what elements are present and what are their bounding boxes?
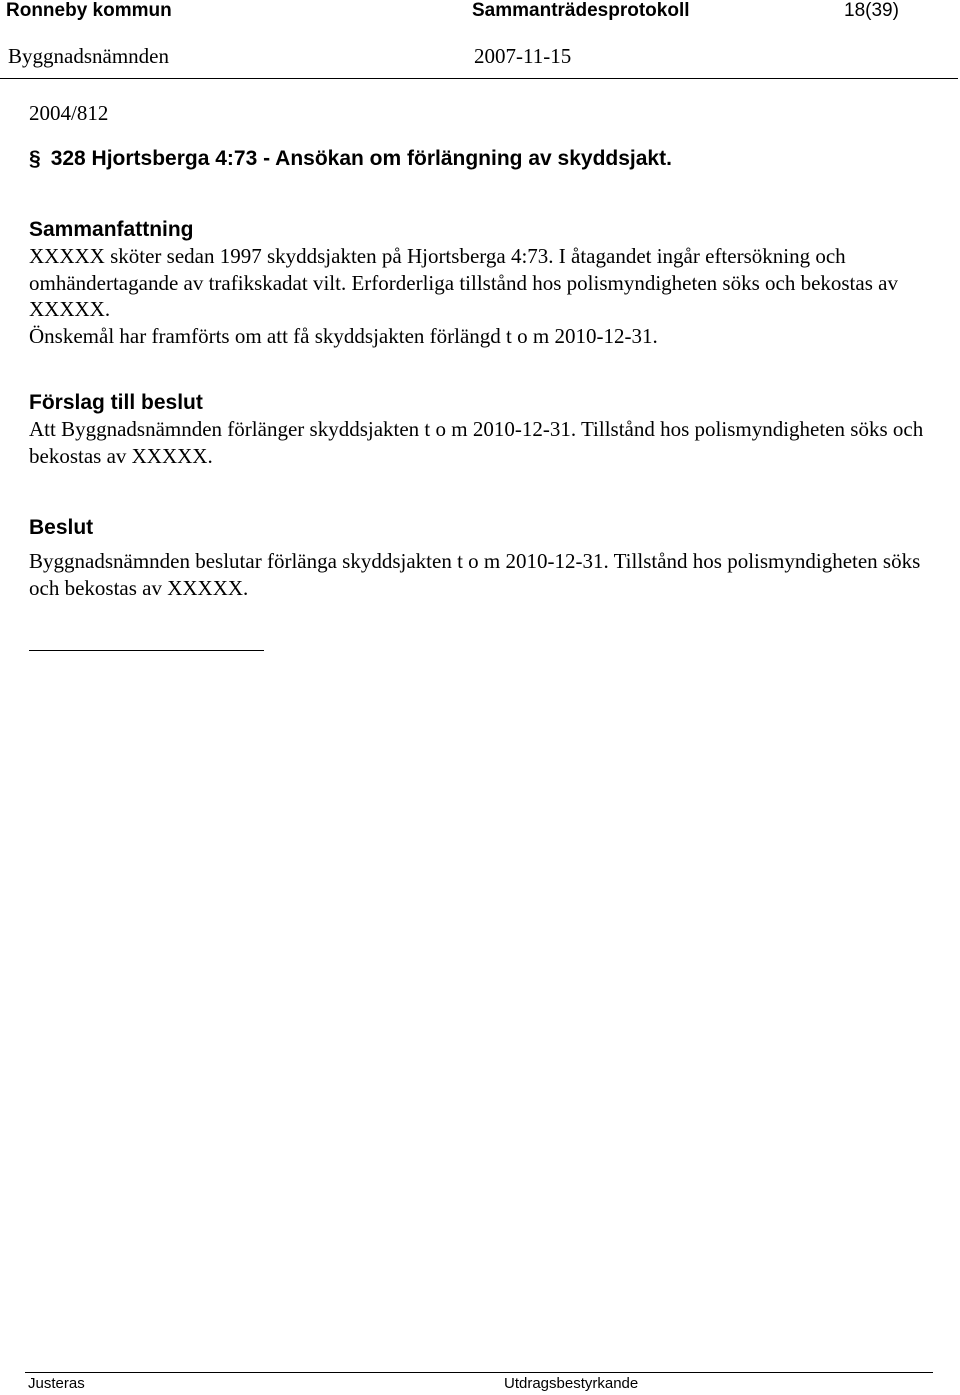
proposal-text: Att Byggnadsnämnden förlänger skyddsjakten t o m 2010-12-31. Tillstånd hos polismyndigheten söks och bekostas av XXXXX. xyxy=(29,417,924,468)
document-type: Sammanträdesprotokoll xyxy=(472,0,690,21)
summary-heading: Sammanfattning xyxy=(29,218,194,241)
page-number: 18(39) xyxy=(844,0,899,21)
summary-text-2: Önskemål har framförts om att få skyddsjakten förlängd t o m 2010-12-31. xyxy=(29,324,658,348)
section-symbol: § xyxy=(29,147,41,170)
footer-justeras: Justeras xyxy=(28,1375,85,1392)
case-number: 2004/812 xyxy=(29,101,109,125)
municipality-name: Ronneby kommun xyxy=(6,0,172,21)
decision-heading: Beslut xyxy=(29,516,94,539)
footer-divider xyxy=(25,1372,933,1373)
decision-text: Byggnadsnämnden beslutar förlänga skyddsjakten t o m 2010-12-31. Tillstånd hos polismyndigheten söks och bekostas av XXXXX. xyxy=(29,549,921,600)
meeting-date: 2007-11-15 xyxy=(474,44,572,68)
proposal-heading: Förslag till beslut xyxy=(29,391,203,414)
section-title-text: 328 Hjortsberga 4:73 - Ansökan om förlängning av skyddsjakt. xyxy=(50,147,672,170)
footer-utdragsbestyrkande: Utdragsbestyrkande xyxy=(504,1375,639,1392)
summary-text: XXXXX sköter sedan 1997 skyddsjakten på Hjortsberga 4:73. I åtagandet ingår eftersökning och omhändertagande av trafikskadat vilt. Erforderliga tillstånd hos polismyndigheten söks och bekostas av XXXXX. xyxy=(29,244,898,321)
signature-line xyxy=(29,650,264,651)
committee-name: Byggnadsnämnden xyxy=(8,44,169,68)
section-title xyxy=(29,147,672,171)
header-divider xyxy=(0,78,958,79)
